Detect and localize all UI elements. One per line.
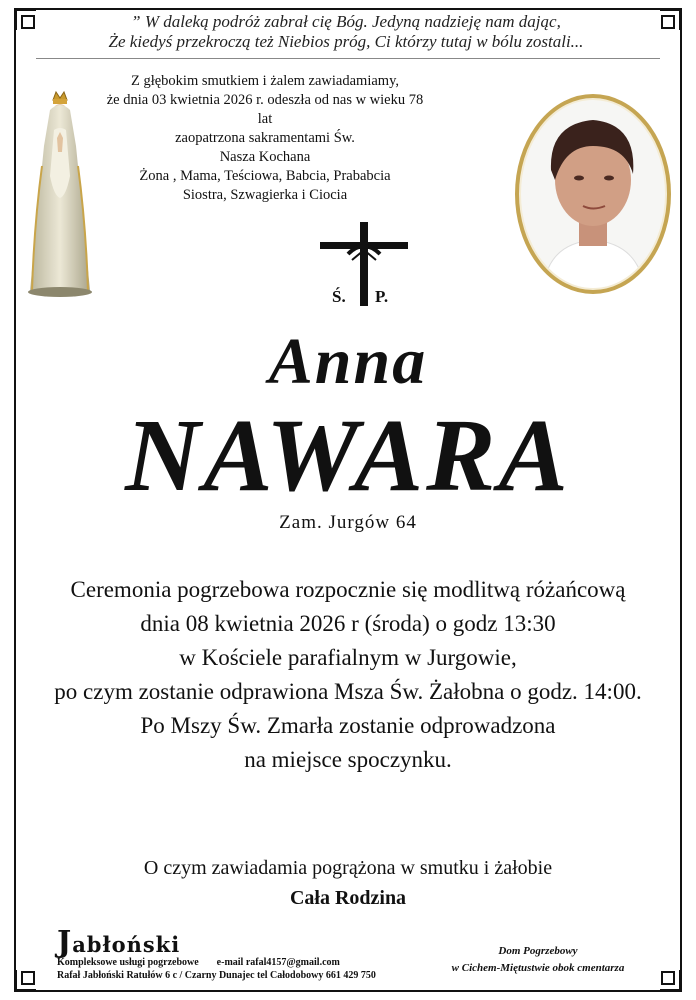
ceremony-line: dnia 08 kwietnia 2026 r (środa) o godz 13:30 — [140, 611, 556, 636]
deceased-address: Zam. Jurgów 64 — [279, 512, 417, 533]
frame-corner-ornament — [14, 8, 36, 30]
poem-underline — [36, 58, 660, 59]
ceremony-line: Ceremonia pogrzebowa rozpocznie się modlitwą różańcową — [70, 577, 626, 602]
funeral-home-tagline: Kompleksowe usługi pogrzebowe — [57, 957, 199, 968]
madonna-statue-image — [20, 86, 100, 298]
deceased-last-name: NAWARA — [125, 398, 571, 513]
logo-initial: J — [57, 925, 73, 960]
logo-name: abłoński — [72, 932, 181, 957]
deceased-first-name: Anna — [268, 325, 428, 398]
intro-line: Z głębokim smutkiem i żalem zawiadamiamy, — [130, 73, 400, 89]
death-announcement — [100, 72, 430, 205]
frame-bottom-line — [36, 990, 660, 992]
cross-letter-right: P. — [375, 287, 389, 306]
funeral-home-email: e-mail rafal4157@gmail.com — [216, 957, 340, 968]
memorial-poem — [40, 12, 652, 52]
ceremony-line: Po Mszy Św. Zmarła zostanie odprowadzona — [140, 713, 556, 738]
footer-contact-row — [57, 956, 437, 969]
cross-letter-left: Ś. — [332, 287, 346, 306]
closing-line: O czym zawiadamia pogrążona w smutku i żałobie — [143, 857, 553, 879]
poem-line: ” W daleką podróż zabrał cię Bóg. Jedyną nadzieję nam dając, — [131, 12, 561, 31]
funeral-home-address: Rafał Jabłoński Ratułów 6 c / Czarny Dunajec tel Całodobowy 661 429 750 — [57, 970, 376, 981]
poem-line: Że kiedyś przekroczą też Niebios próg, Ci którzy tutaj w bólu zostali... — [108, 32, 584, 51]
frame-corner-ornament — [660, 8, 682, 30]
funeral-home-place: w Cichem-Miętustwie obok cmentarza — [451, 962, 625, 974]
frame-top-line — [36, 8, 660, 10]
frame-corner-ornament — [14, 970, 36, 992]
family-signature: Cała Rodzina — [289, 887, 407, 909]
funeral-home-location — [432, 943, 644, 977]
intro-line: Nasza Kochana — [219, 149, 311, 165]
ceremony-line: po czym zostanie odprawiona Msza Św. Żałobna o godz. 14:00. — [54, 679, 642, 704]
intro-line: że dnia 03 kwietnia 2026 r. odeszła od nas w wieku 78 lat — [106, 92, 424, 127]
frame-corner-ornament — [660, 970, 682, 992]
ceremony-line: w Kościele parafialnym w Jurgowie, — [179, 645, 517, 670]
portrait-photo — [515, 94, 671, 294]
funeral-ceremony-details — [40, 573, 656, 777]
funeral-home-logo — [57, 925, 437, 960]
ceremony-line: na miejsce spoczynku. — [244, 747, 452, 772]
cross-icon — [316, 220, 412, 312]
closing-note — [0, 853, 696, 913]
funeral-home-type: Dom Pogrzebowy — [498, 945, 578, 957]
intro-line: Siostra, Szwagierka i Ciocia — [182, 187, 348, 203]
funeral-home-info — [57, 925, 437, 982]
intro-line: Żona , Mama, Teściowa, Babcia, Prababcia — [139, 168, 391, 184]
intro-line: zaopatrzona sakramentami Św. — [175, 130, 355, 146]
